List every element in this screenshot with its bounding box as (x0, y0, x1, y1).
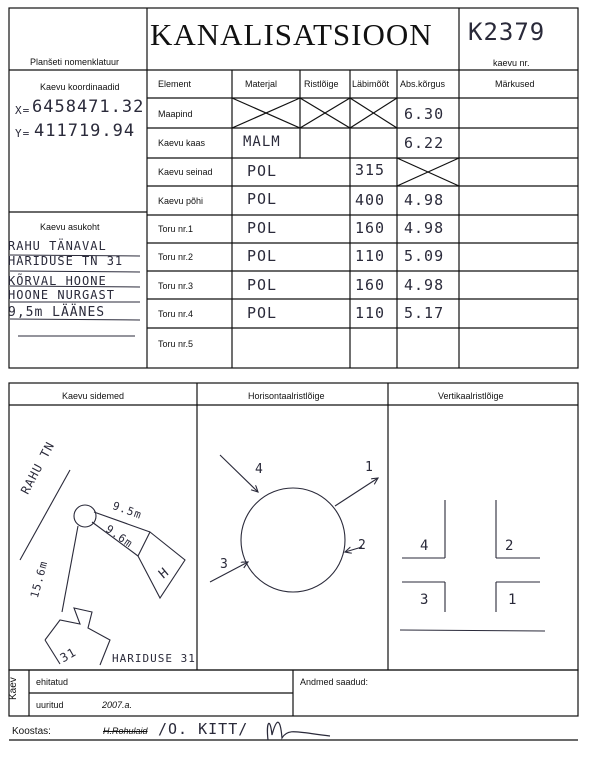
row-diameter: 315 (355, 161, 386, 179)
pipe-4-label: 4 (255, 462, 264, 477)
row-height: 4.98 (404, 276, 445, 294)
col-header-element: Element (158, 79, 192, 89)
row-diameter: 400 (355, 191, 386, 209)
row-height: 6.30 (404, 105, 445, 123)
signature-squiggle (267, 722, 330, 740)
building-number: 31 (57, 644, 79, 666)
tie-line-3 (62, 526, 78, 612)
row-height: 5.09 (404, 247, 445, 265)
coords-label: Kaevu koordinaadid (40, 82, 120, 92)
row-element: Toru nr.1 (158, 224, 194, 234)
row-element: Maapind (158, 109, 193, 119)
location-label: Kaevu asukoht (40, 222, 100, 232)
row-material: POL (247, 190, 278, 208)
surveyed-value: 2007.a. (102, 700, 133, 710)
well-number: K2379 (468, 18, 546, 46)
building-label: HARIDUSE 31 (112, 652, 196, 665)
built-label: ehitatud (36, 677, 69, 687)
tie-distance-1: 9.5m (110, 499, 144, 522)
vertical-sketch (400, 500, 545, 631)
vert-pipe-4-label: 4 (420, 538, 430, 554)
pipe-3-label: 3 (220, 557, 229, 572)
hatch-mark: H (156, 564, 173, 583)
row-height: 5.17 (404, 304, 445, 322)
row-element: Kaevu seinad (158, 167, 213, 177)
location-line: HARIDUSE TN 31 (8, 254, 124, 268)
pipe-4-arrow (220, 455, 258, 492)
col-header-notes: Märkused (495, 79, 535, 89)
col-header-abs-height: Abs.kõrgus (400, 79, 446, 89)
compiled-label: Koostas: (12, 726, 51, 737)
row-element: Kaevu põhi (158, 196, 204, 206)
row-element: Toru nr.3 (158, 281, 194, 291)
row-element: Toru nr.5 (158, 339, 194, 349)
data-received-label: Andmed saadud: (300, 677, 369, 687)
well-circle (74, 505, 96, 527)
y-coordinate: 411719.94 (34, 121, 136, 141)
col-header-diameter: Läbimõõt (352, 79, 390, 89)
section-vertical-title: Vertikaalristlõige (438, 391, 504, 401)
tie-distance-2: 9.6m (103, 522, 136, 551)
row-material: POL (247, 304, 278, 322)
section-ties-title: Kaevu sidemed (62, 391, 125, 401)
row-diameter: 110 (355, 304, 386, 322)
vert-pipe-1-label: 1 (508, 592, 518, 608)
horizontal-sketch (210, 455, 378, 592)
location-line: HOONE NURGAST (8, 288, 115, 302)
x-coordinate: 6458471.32 (32, 97, 145, 117)
plansheet-label: Planšeti nomenklatuur (30, 57, 120, 67)
location-line: KÕRVAL HOONE (8, 274, 107, 288)
pipe-1-arrow (335, 478, 378, 506)
pipe-2-label: 2 (358, 538, 367, 553)
surveyed-label: uuritud (36, 700, 64, 710)
vert-pipe-2-label: 2 (505, 538, 515, 554)
compiled-crossed-name: H.Rohulaid (103, 726, 148, 736)
x-prefix: X= (15, 104, 31, 117)
row-material: POL (247, 219, 278, 237)
footer-side-label: Kaev (8, 677, 19, 700)
pipe-1-label: 1 (365, 460, 374, 475)
vert-pipe-3-label: 3 (420, 592, 430, 608)
tie-distance-3: 15.6m (28, 559, 51, 600)
location-line: RAHU TÄNAVAL (8, 239, 107, 253)
row-diameter: 110 (355, 247, 386, 265)
form-title: KANALISATSIOON (150, 17, 433, 52)
col-header-material: Materjal (245, 79, 278, 89)
compiled-name: /O. KITT/ (158, 720, 249, 738)
row-element: Toru nr.4 (158, 309, 194, 319)
y-prefix: Y= (15, 127, 31, 140)
col-header-cross-section: Ristlõige (304, 79, 339, 89)
section-horizontal-title: Horisontaalristlõige (248, 391, 325, 401)
row-material: POL (247, 276, 278, 294)
location-line: 9,5m LÄÄNES (8, 305, 106, 320)
street-name: RAHU TN (18, 439, 58, 497)
row-material: MALM (243, 134, 281, 150)
row-material: POL (247, 247, 278, 265)
row-height: 4.98 (404, 191, 445, 209)
row-element: Toru nr.2 (158, 252, 194, 262)
row-height: 4.98 (404, 219, 445, 237)
well-plan-circle (241, 488, 345, 592)
row-element: Kaevu kaas (158, 138, 206, 148)
row-material: POL (247, 162, 278, 180)
row-height: 6.22 (404, 134, 445, 152)
pipe-3-arrow (210, 562, 248, 582)
well-number-label: kaevu nr. (493, 58, 530, 68)
row-diameter: 160 (355, 276, 386, 294)
row-diameter: 160 (355, 219, 386, 237)
